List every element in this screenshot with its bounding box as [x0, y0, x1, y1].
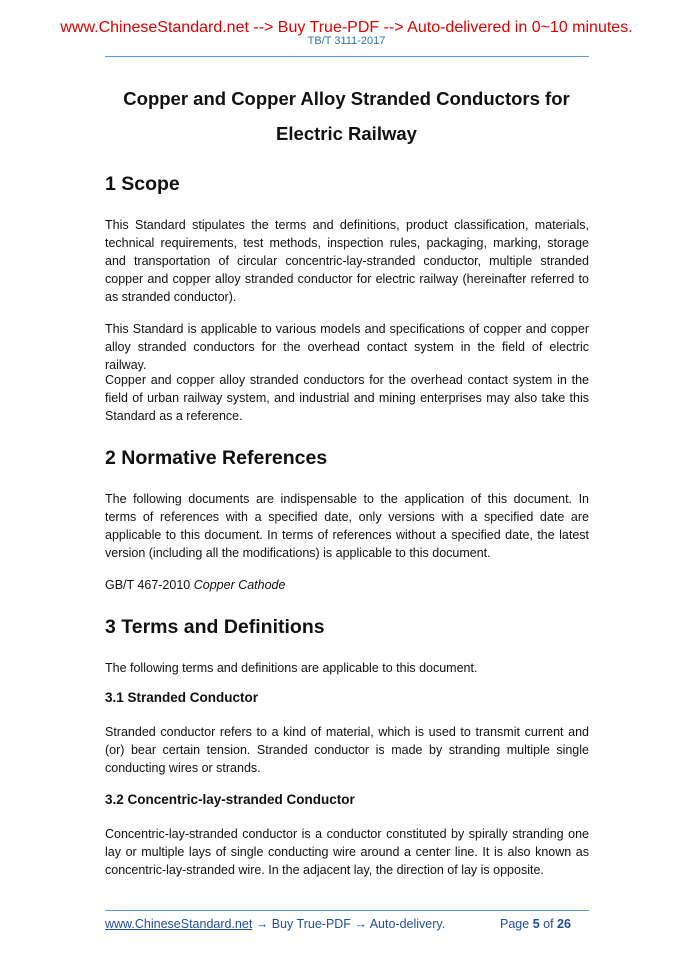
section-heading-normative-references: 2 Normative References	[105, 447, 328, 469]
scope-paragraph-3: Copper and copper alloy stranded conductors for the overhead contact system in the field of urban railway system, and industrial and mining enterprises may also take this Standard as a reference.	[105, 373, 589, 423]
scope-paragraph-2: This Standard is applicable to various models and specifications of copper and copper alloy stranded conductors for the overhead contact system in the field of electric railway.	[105, 322, 589, 372]
header-divider	[105, 56, 589, 57]
page-of: of	[543, 917, 554, 931]
normative-paragraph: The following documents are indispensable to the application of this document. In terms of references with a specified date, only versions with a specified date are applicable to this document. In terms of references without a specified date, the latest version (including all the modifications) is applicable to this document.	[105, 492, 589, 560]
scope-paragraph-1: This Standard stipulates the terms and definitions, product classification, materials, technical requirements, test methods, inspection rules, packaging, marking, storage and transportation of circular concentric-lay-stranded conductor, multiple stranded copper and copper alloy stranded conductor for electric railway (hereinafter referred to as stranded conductor).	[105, 218, 589, 304]
promo-banner[interactable]: www.ChineseStandard.net --> Buy True-PDF --> Auto-delivered in 0~10 minutes.	[60, 19, 633, 36]
document-title-line-1: Copper and Copper Alloy Stranded Conductors for	[123, 88, 570, 109]
standard-number: TB/T 3111-2017	[307, 35, 386, 47]
footer-link[interactable]	[105, 916, 445, 932]
reference-code: GB/T 467-2010	[105, 578, 191, 592]
page-current: 5	[532, 917, 540, 931]
section-heading-terms: 3 Terms and Definitions	[105, 616, 325, 638]
page-indicator	[500, 916, 571, 932]
page-label: Page	[500, 917, 530, 931]
normative-reference-item	[105, 576, 589, 594]
page-total: 26	[557, 917, 571, 931]
term-heading-3-2: 3.2 Concentric-lay-stranded Conductor	[105, 792, 355, 807]
footer-url[interactable]: www.ChineseStandard.net	[105, 917, 253, 931]
document-title-line-2: Electric Railway	[276, 123, 417, 144]
footer-link-text: → Buy True-PDF → Auto-delivery.	[252, 917, 446, 931]
term-definition-3-2: Concentric-lay-stranded conductor is a conductor constituted by spirally stranding one lay or multiple lays of single conducting wire around a center line. It is also known as concentric-lay-stranded wire. In the adjacent lay, the direction of lay is opposite.	[105, 827, 589, 877]
term-definition-3-1: Stranded conductor refers to a kind of material, which is used to transmit current and (or) bear certain tension. Stranded conductor is made by stranding multiple single conducting wires or strands.	[105, 725, 589, 775]
terms-intro: The following terms and definitions are applicable to this document.	[105, 661, 478, 675]
section-heading-scope: 1 Scope	[105, 173, 180, 195]
reference-title: Copper Cathode	[193, 578, 286, 592]
term-heading-3-1: 3.1 Stranded Conductor	[105, 690, 259, 705]
footer-divider	[105, 910, 589, 911]
